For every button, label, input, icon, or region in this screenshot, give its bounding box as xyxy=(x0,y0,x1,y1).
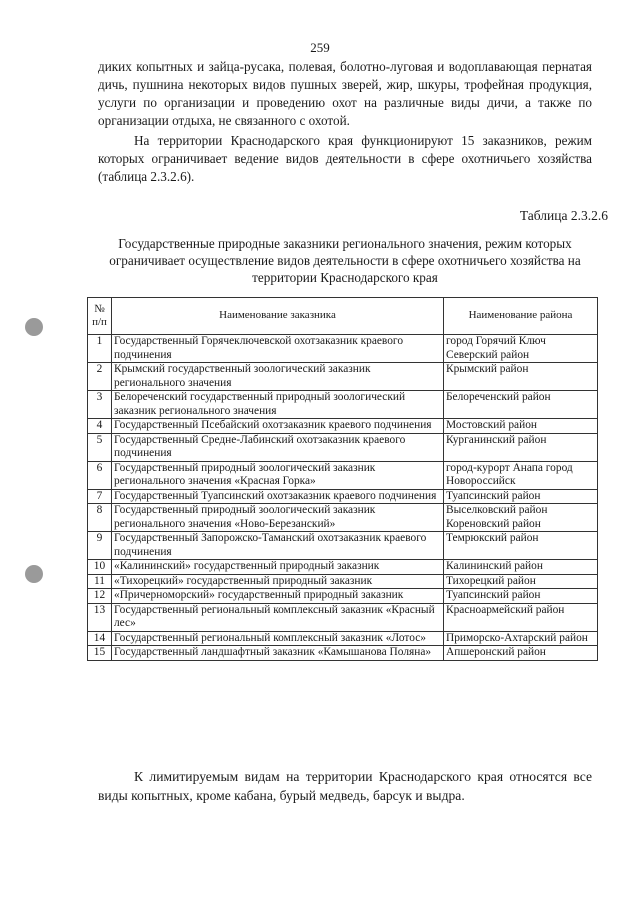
table-row xyxy=(88,603,598,631)
table-row xyxy=(88,391,598,419)
row-name: Крымский государственный зоологический заказник регионального значения xyxy=(112,363,444,391)
table-row xyxy=(88,646,598,661)
row-name: Государственный региональный комплексный заказник «Лотос» xyxy=(112,631,444,646)
row-name: Государственный региональный комплексный заказник «Красный лес» xyxy=(112,603,444,631)
row-name: Государственный ландшафтный заказник «Камышанова Поляна» xyxy=(112,646,444,661)
row-num: 4 xyxy=(88,419,112,434)
row-name: Государственный Средне-Лабинский охотзаказник краевого подчинения xyxy=(112,433,444,461)
table-row xyxy=(88,574,598,589)
row-district: Белореченский район xyxy=(444,391,598,419)
row-district: Красноармейский район xyxy=(444,603,598,631)
table-title: Государственные природные заказники регионального значения, режим которых ограничивает осуществление видов деятельности в сфере охотничьего хозяйства на территории Краснодарского края xyxy=(109,236,581,285)
row-name: «Калининский» государственный природный заказник xyxy=(112,560,444,575)
row-name: Государственный Псебайский охотзаказник краевого подчинения xyxy=(112,419,444,434)
row-district: Туапсинский район xyxy=(444,489,598,504)
row-district: Крымский район xyxy=(444,363,598,391)
header-district: Наименование района xyxy=(444,298,598,335)
table-row xyxy=(88,419,598,434)
row-district: Калининский район xyxy=(444,560,598,575)
row-name: Государственный Запорожско-Таманский охотзаказник краевого подчинения xyxy=(112,532,444,560)
row-num: 11 xyxy=(88,574,112,589)
row-num: 6 xyxy=(88,461,112,489)
row-name: Государственный природный зоологический заказник регионального значения «Ново-Березанский» xyxy=(112,504,444,532)
row-num: 2 xyxy=(88,363,112,391)
row-name: Государственный природный зоологический заказник регионального значения «Красная Горка» xyxy=(112,461,444,489)
row-name: «Тихорецкий» государственный природный заказник xyxy=(112,574,444,589)
row-num: 9 xyxy=(88,532,112,560)
zakazniki-table xyxy=(87,297,598,661)
row-district: Приморско-Ахтарский район xyxy=(444,631,598,646)
row-district: Выселковский район Кореновский район xyxy=(444,504,598,532)
row-name: Белореченский государственный природный зоологический заказник регионального значения xyxy=(112,391,444,419)
row-name: «Причерноморский» государственный природный заказник xyxy=(112,589,444,604)
table-row xyxy=(88,433,598,461)
row-name: Государственный Горячеключевской охотзаказник краевого подчинения xyxy=(112,335,444,363)
zakazniki-paragraph: На территории Краснодарского края функционируют 15 заказников, режим которых ограничивает ведение видов деятельности в сфере охотничьего хозяйства (таблица 2.3.2.6). xyxy=(98,133,592,184)
row-num: 5 xyxy=(88,433,112,461)
row-name: Государственный Туапсинский охотзаказник краевого подчинения xyxy=(112,489,444,504)
table-row xyxy=(88,532,598,560)
row-district: Апшеронский район xyxy=(444,646,598,661)
intro-paragraph: диких копытных и зайца-русака, полевая, болотно-луговая и водоплавающая пернатая дичь, пушнина некоторых видов пушных зверей, жир, шкуры, трофейная продукция, услуги по организации и проведению охот на различные виды дичи, а также по организации отдыха, не связанного с охотой. xyxy=(98,59,592,128)
table-row xyxy=(88,504,598,532)
row-num: 15 xyxy=(88,646,112,661)
row-num: 7 xyxy=(88,489,112,504)
punch-hole-bottom xyxy=(25,565,43,583)
row-district: Тихорецкий район xyxy=(444,574,598,589)
row-num: 10 xyxy=(88,560,112,575)
row-num: 12 xyxy=(88,589,112,604)
row-district: город Горячий Ключ Северский район xyxy=(444,335,598,363)
header-name: Наименование заказника xyxy=(112,298,444,335)
row-num: 13 xyxy=(88,603,112,631)
row-district: город-курорт Анапа город Новороссийск xyxy=(444,461,598,489)
row-num: 8 xyxy=(88,504,112,532)
table-row xyxy=(88,560,598,575)
row-num: 1 xyxy=(88,335,112,363)
row-num: 14 xyxy=(88,631,112,646)
row-district: Курганинский район xyxy=(444,433,598,461)
table-header-row xyxy=(88,298,598,335)
header-num: № п/п xyxy=(88,298,112,335)
row-district: Мостовский район xyxy=(444,419,598,434)
row-district: Туапсинский район xyxy=(444,589,598,604)
row-district: Темрюкский район xyxy=(444,532,598,560)
final-paragraph: К лимитируемым видам на территории Краснодарского края относятся все виды копытных, кроме кабана, бурый медведь, барсук и выдра. xyxy=(98,769,592,803)
table-row xyxy=(88,631,598,646)
page-number: 259 xyxy=(310,40,330,55)
table-row xyxy=(88,335,598,363)
table-row xyxy=(88,461,598,489)
table-label: Таблица 2.3.2.6 xyxy=(519,208,608,223)
row-num: 3 xyxy=(88,391,112,419)
table-row xyxy=(88,589,598,604)
table-row xyxy=(88,489,598,504)
table-row xyxy=(88,363,598,391)
punch-hole-top xyxy=(25,318,43,336)
